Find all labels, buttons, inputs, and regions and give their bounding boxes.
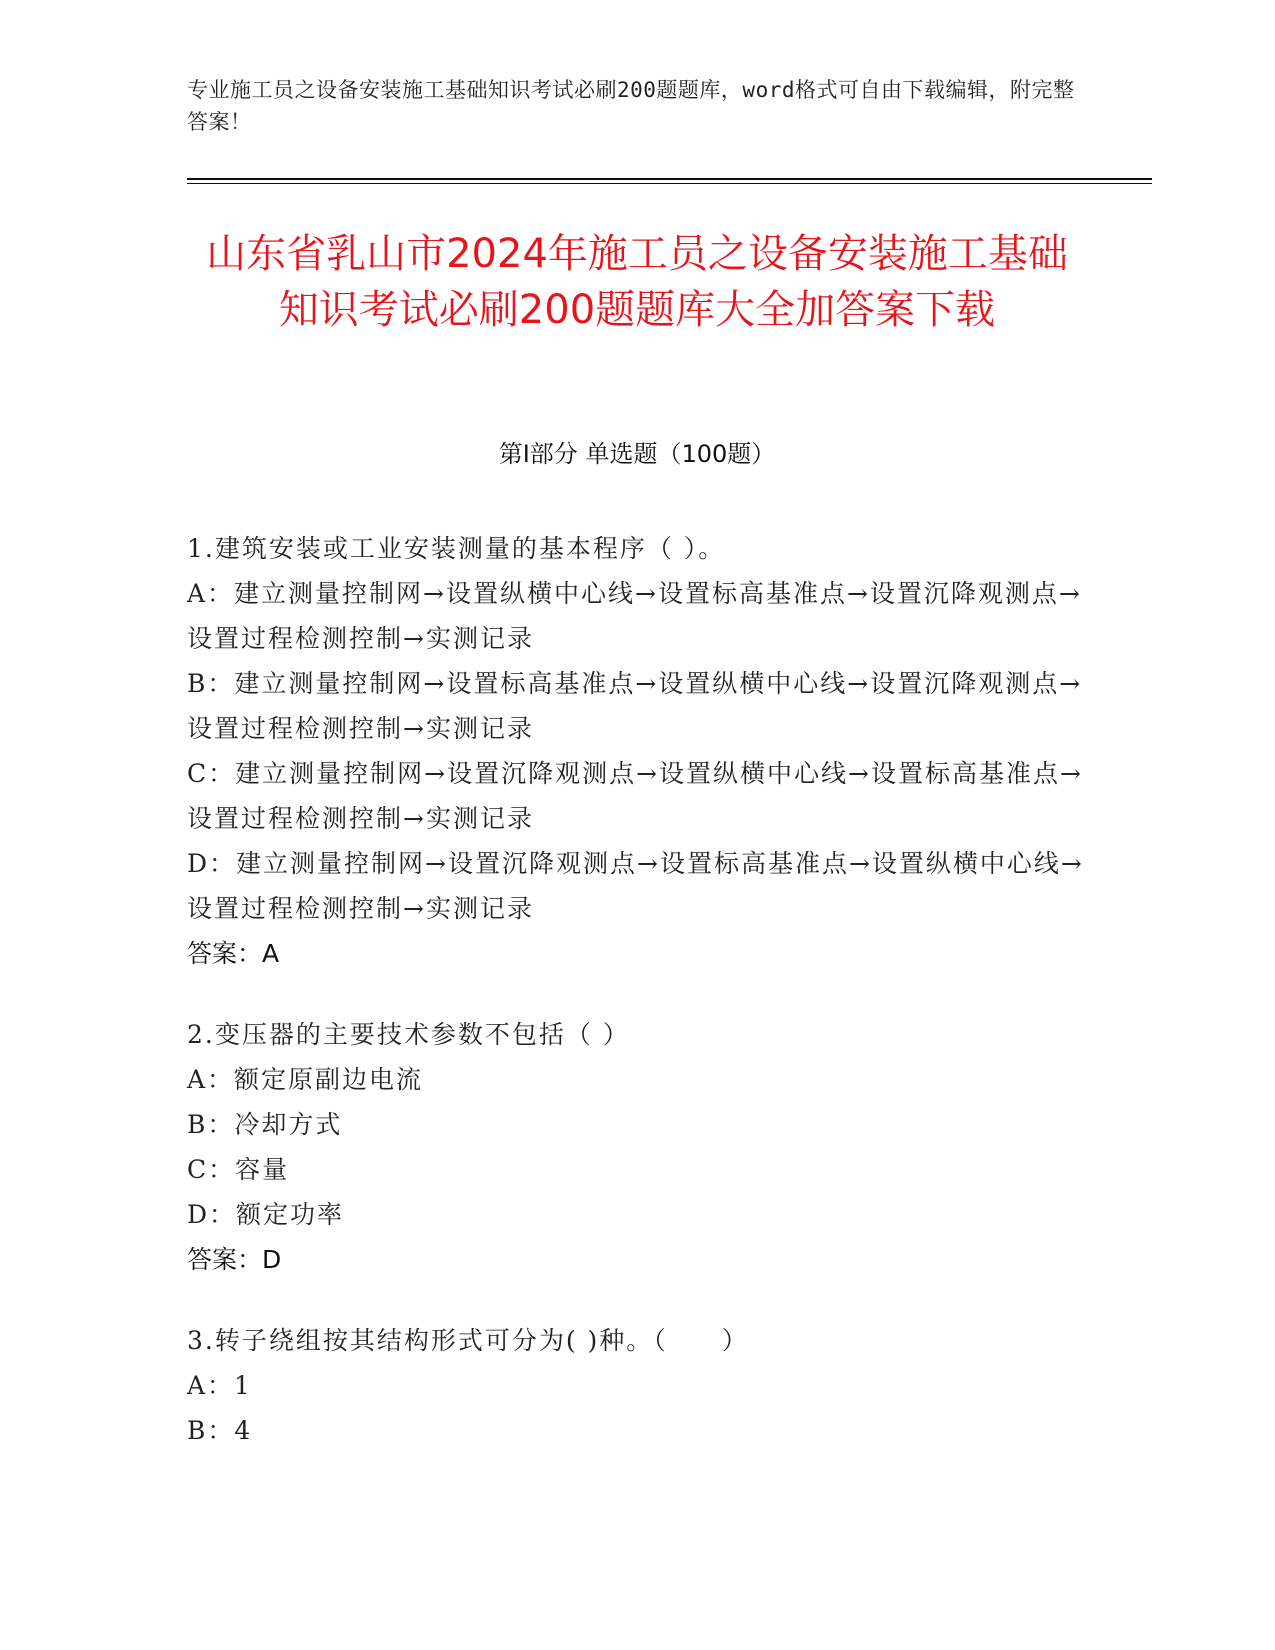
section-title: 第Ⅰ部分 单选题（100题） [498, 440, 776, 468]
option-a: A：1 [187, 1371, 252, 1400]
header-divider-thick [187, 178, 1152, 180]
option-b: B：冷却方式 [187, 1110, 343, 1139]
question-stem: 2.变压器的主要技术参数不包括（ ） [187, 1020, 630, 1049]
document-title: 山东省乳山市2024年施工员之设备安装施工基础知识考试必刷200题题库大全加答案下载 [206, 231, 1068, 333]
option-a: A：建立测量控制网→设置纵横中心线→设置标高基准点→设置沉降观测点→设置过程检测控制→实测记录 [187, 579, 1082, 653]
option-b: B：建立测量控制网→设置标高基准点→设置纵横中心线→设置沉降观测点→设置过程检测控制→实测记录 [187, 669, 1083, 743]
question-stem: 1.建筑安装或工业安装测量的基本程序（ ）。 [187, 534, 726, 563]
option-c: C：容量 [187, 1155, 290, 1184]
header-note: 专业施工员之设备安装施工基础知识考试必刷200题题库，word格式可自由下载编辑，附完整答案！ [187, 78, 1075, 134]
header-divider-thin [187, 183, 1152, 184]
question-3 [187, 1318, 1087, 1453]
question-list [187, 526, 1087, 1489]
option-d: D：额定功率 [187, 1200, 345, 1229]
option-d: D：建立测量控制网→设置沉降观测点→设置标高基准点→设置纵横中心线→设置过程检测控制→实测记录 [187, 849, 1084, 923]
option-c: C：建立测量控制网→设置沉降观测点→设置纵横中心线→设置标高基准点→设置过程检测控制→实测记录 [187, 759, 1083, 833]
answer: 答案：D [187, 1245, 282, 1274]
option-a: A：额定原副边电流 [187, 1065, 424, 1094]
question-stem: 3.转子绕组按其结构形式可分为( )种。（ ） [187, 1326, 749, 1355]
question-1 [187, 526, 1087, 976]
question-2 [187, 1012, 1087, 1282]
answer: 答案：A [187, 939, 280, 968]
option-b: B：4 [187, 1416, 253, 1445]
